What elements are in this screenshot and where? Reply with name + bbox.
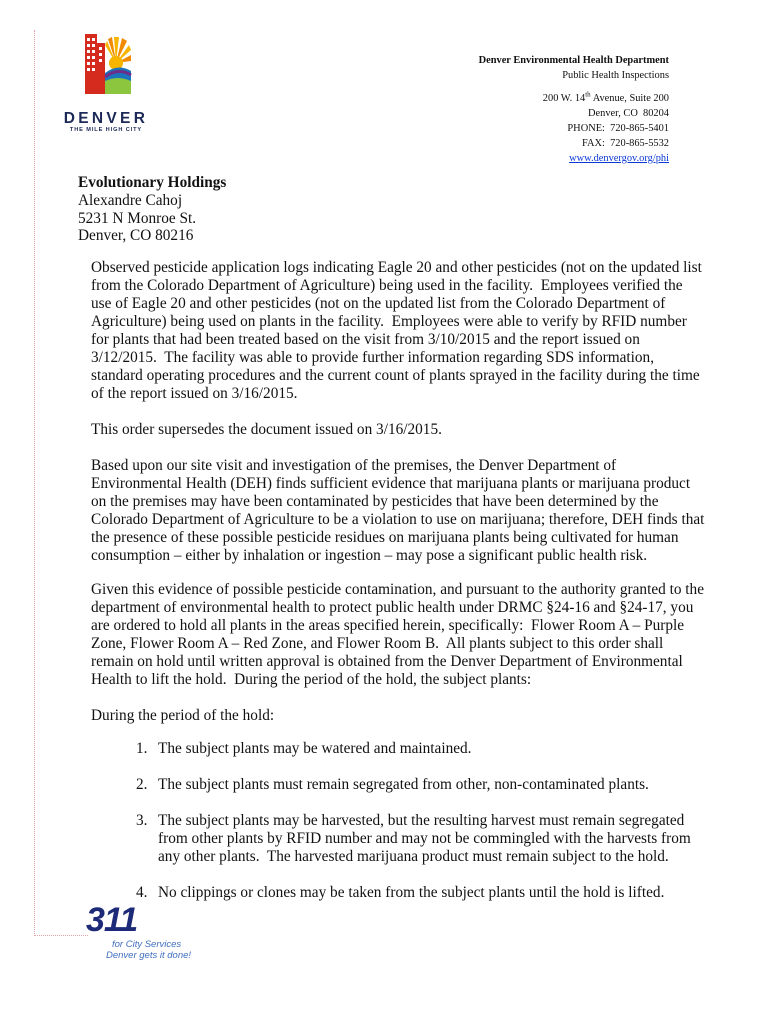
recipient-company: Evolutionary Holdings — [78, 174, 227, 191]
list-item-number: 2. — [136, 776, 148, 793]
recipient-contact: Alexandre Cahoj — [78, 192, 183, 209]
street-address-rest: Avenue, Suite 200 — [590, 93, 669, 104]
paragraph-line: remain on hold until written approval is obtained from the Denver Department of Environmental — [91, 653, 683, 670]
division-name: Public Health Inspections — [562, 70, 669, 81]
list-item-text: The subject plants may be harvested, but the resulting harvest must remain segregated — [158, 812, 685, 829]
logo-wordmark: DENVER — [63, 110, 149, 127]
paragraph-line: Environmental Health (DEH) finds sufficient evidence that marijuana plants or marijuana product — [91, 475, 691, 492]
paragraph-line: Based upon our site visit and investigation of the premises, the Denver Department of — [91, 457, 617, 474]
fax-number: FAX: 720-865-5532 — [582, 138, 669, 149]
list-item-number: 4. — [136, 884, 148, 901]
paragraph-line: department of environmental health to protect public health under DRMC §24-16 and §24-17, you — [91, 599, 694, 616]
paragraph-hold-period: During the period of the hold: — [91, 707, 275, 724]
margin-dotted-line — [34, 30, 35, 936]
list-item-text: any other plants. The harvested marijuana product must remain subject to the hold. — [158, 848, 669, 865]
paragraph-line: for plants that had been treated based on the visit from 3/10/2015 and the report issued on — [91, 331, 640, 348]
311-logo-tagline-2: Denver gets it done! — [106, 950, 192, 961]
website-link[interactable]: www.denvergov.org/phi — [569, 153, 669, 164]
city-state-zip: Denver, CO 80204 — [588, 108, 669, 119]
recipient-street: 5231 N Monroe St. — [78, 210, 197, 227]
paragraph-line: of the report issued on 3/16/2015. — [91, 385, 298, 402]
list-item-text: The subject plants may be watered and maintained. — [158, 740, 472, 757]
list-item-number: 3. — [136, 812, 148, 829]
paragraph-line: Observed pesticide application logs indicating Eagle 20 and other pesticides (not on the updated list — [91, 259, 702, 276]
street-address — [543, 92, 669, 106]
paragraph-line: from the Colorado Department of Agriculture) being used in the facility. Employees verified the — [91, 277, 683, 294]
paragraph-line: Given this evidence of possible pesticide contamination, and pursuant to the authority granted to the — [91, 581, 704, 598]
phone-number: PHONE: 720-865-5401 — [567, 123, 669, 134]
list-item-number: 1. — [136, 740, 148, 757]
paragraph-line: Colorado Department of Agriculture to be a violation to use on marijuana; therefore, DEH finds that — [91, 511, 705, 528]
paragraph-line: Zone, Flower Room A – Red Zone, and Flower Room B. All plants subject to this order shall — [91, 635, 664, 652]
paragraph-line: standard operating procedures and the current count of plants sprayed in the facility during the time — [91, 367, 700, 384]
paragraph-line: are ordered to hold all plants in the areas specified herein, specifically: Flower Room A – Purple — [91, 617, 685, 634]
paragraph-line: use of Eagle 20 and other pesticides (not on the updated list from the Colorado Department of — [91, 295, 666, 312]
paragraph-line: 3/12/2015. The facility was able to provide further information regarding SDS information, — [91, 349, 655, 366]
paragraph-line: on the premises may have been contaminated by pesticides that have been determined by the — [91, 493, 659, 510]
paragraph-line: the presence of these possible pesticide residues on marijuana plants being cultivated for human — [91, 529, 679, 546]
street-address-number: 200 W. 14 — [542, 93, 586, 104]
street-address-suffix: th — [585, 90, 591, 99]
list-item-text: from other plants by RFID number and may not be commingled with the harvests from — [158, 830, 691, 847]
list-item-text: No clippings or clones may be taken from the subject plants until the hold is lifted. — [158, 884, 665, 901]
recipient-city: Denver, CO 80216 — [78, 227, 194, 244]
paragraph-line: consumption – either by inhalation or ingestion – may pose a significant public health risk. — [91, 547, 648, 564]
paragraph-line: Health to lift the hold. During the period of the hold, the subject plants: — [91, 671, 532, 688]
denver-skyline-sun-icon — [84, 33, 132, 95]
department-name: Denver Environmental Health Department — [478, 55, 669, 66]
list-item-text: The subject plants must remain segregated from other, non-contaminated plants. — [158, 776, 649, 793]
paragraph-line: Agriculture) being used on plants in the facility. Employees were able to verify by RFID number — [91, 313, 687, 330]
311-logo-tagline-1: for City Services — [112, 939, 182, 950]
paragraph-supersedes: This order supersedes the document issued on 3/16/2015. — [91, 421, 442, 438]
311-logo-number: 311 — [86, 901, 138, 939]
margin-dotted-line-bottom — [34, 935, 88, 936]
logo-tagline: THE MILE HIGH CITY — [69, 127, 143, 133]
